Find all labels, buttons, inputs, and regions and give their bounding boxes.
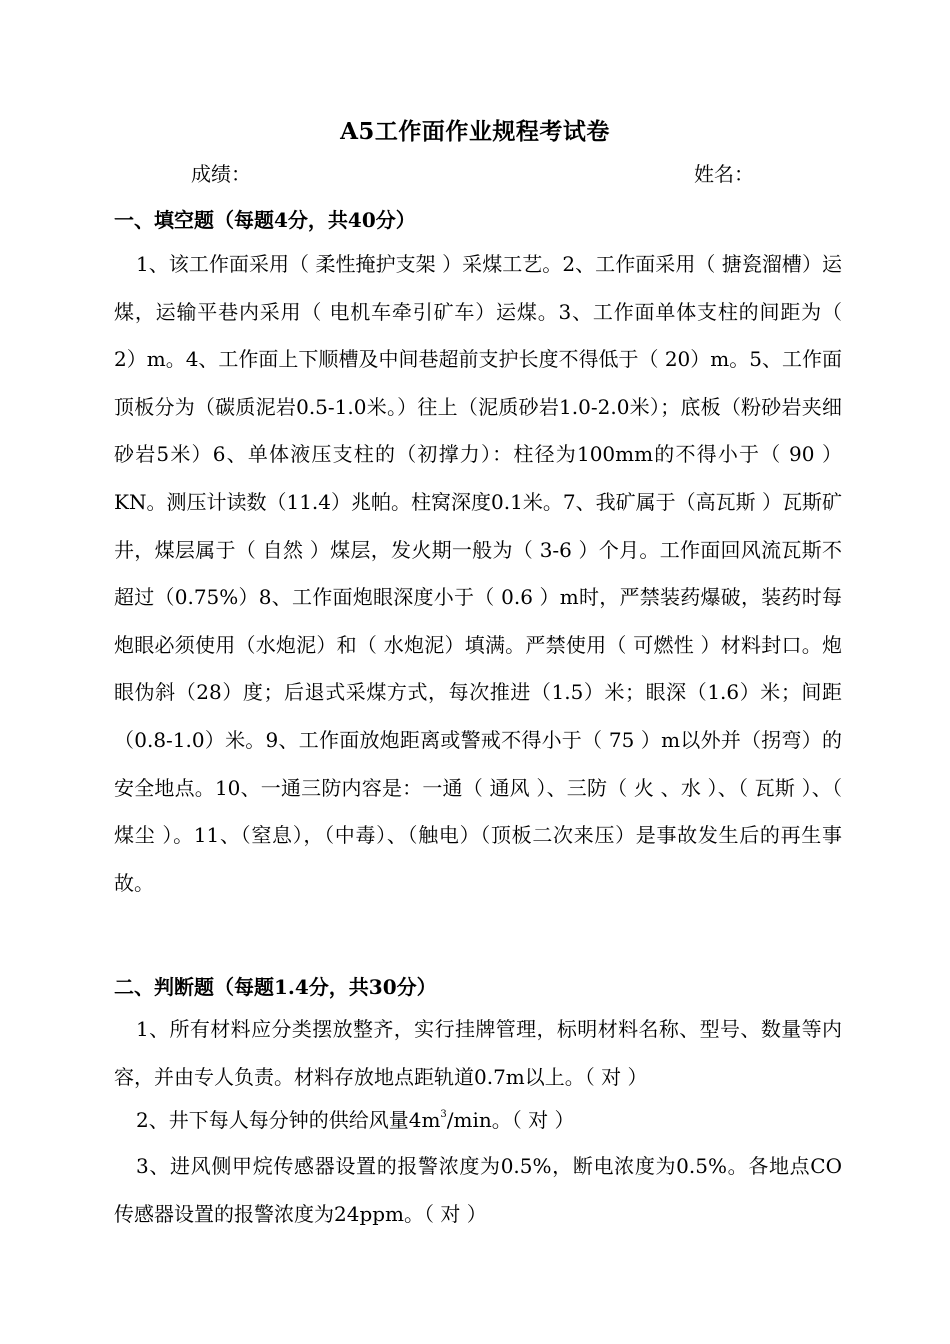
cubic-superscript: 3 — [440, 1109, 447, 1120]
true-false-question-1: 1、所有材料应分类摆放整齐，实行挂牌管理，标明材料名称、型号、数量等内容，并由专人负责。材料存放地点距轨道0.7m以上。（ 对 ） — [114, 1017, 842, 1089]
score-label: 成绩： — [191, 162, 251, 186]
section-true-false-heading: 二、判断题（每题1.4分，共30分） — [114, 975, 437, 999]
document-title: A5工作面作业规程考试卷 — [340, 118, 610, 145]
section-fill-in-heading: 一、填空题（每题4分，共40分） — [114, 208, 416, 232]
true-false-question-2 — [114, 1097, 842, 1145]
section-fill-in-body: 1、该工作面采用（ 柔性掩护支架 ）采煤工艺。2、工作面采用（ 搪瓷溜槽）运煤，运输平巷内采用（ 电机车牵引矿车）运煤。3、工作面单体支柱的间距为（ 2）m。4、工作面上下顺槽及中间巷超前支护长度不得低于（ 20）m。5、工作面顶板分为（碳质泥岩0.5-1.0米。）往上（泥质砂岩1.0-2.0米）；底板（粉砂岩夹细砂岩5米）6、单体液压支柱的（初撑力）：柱径为100mm的不得小于（ 90 ）KN。测压计读数（11.4）兆帕。柱窝深度0.1米。7、我矿属于（高瓦斯 ）瓦斯矿井，煤层属于（ 自然 ）煤层，发火期一般为（ 3-6 ）个月。工作面回风流瓦斯不超过（0.75%）8、工作面炮眼深度小于（ 0.6 ）m时，严禁装药爆破，装药时每炮眼必须使用（水炮泥）和（ 水炮泥）填满。严禁使用（ 可燃性 ）材料封口。炮眼伪斜（28）度；后退式采煤方式，每次推进（1.5）米；眼深（1.6）米；间距（0.8-1.0）米。9、工作面放炮距离或警戒不得小于（ 75 ）m以外并（拐弯）的安全地点。10、一通三防内容是：一通（ 通风 ）、三防（ 火 、水 ）、（ 瓦斯 ）、（ 煤尘 ）。11、（窒息），（中毒）、（触电）（顶板二次来压）是事故发生后的再生事故。 — [114, 252, 842, 895]
true-false-question-3: 3、进风侧甲烷传感器设置的报警浓度为0.5%，断电浓度为0.5%。各地点CO传感器设置的报警浓度为24ppm。（ 对 ） — [114, 1154, 842, 1226]
question-2-text-a: 2、井下每人每分钟的供给风量4m — [136, 1108, 441, 1132]
question-2-text-b: /min。（ 对 ） — [446, 1108, 575, 1132]
name-label: 姓名： — [694, 162, 754, 186]
